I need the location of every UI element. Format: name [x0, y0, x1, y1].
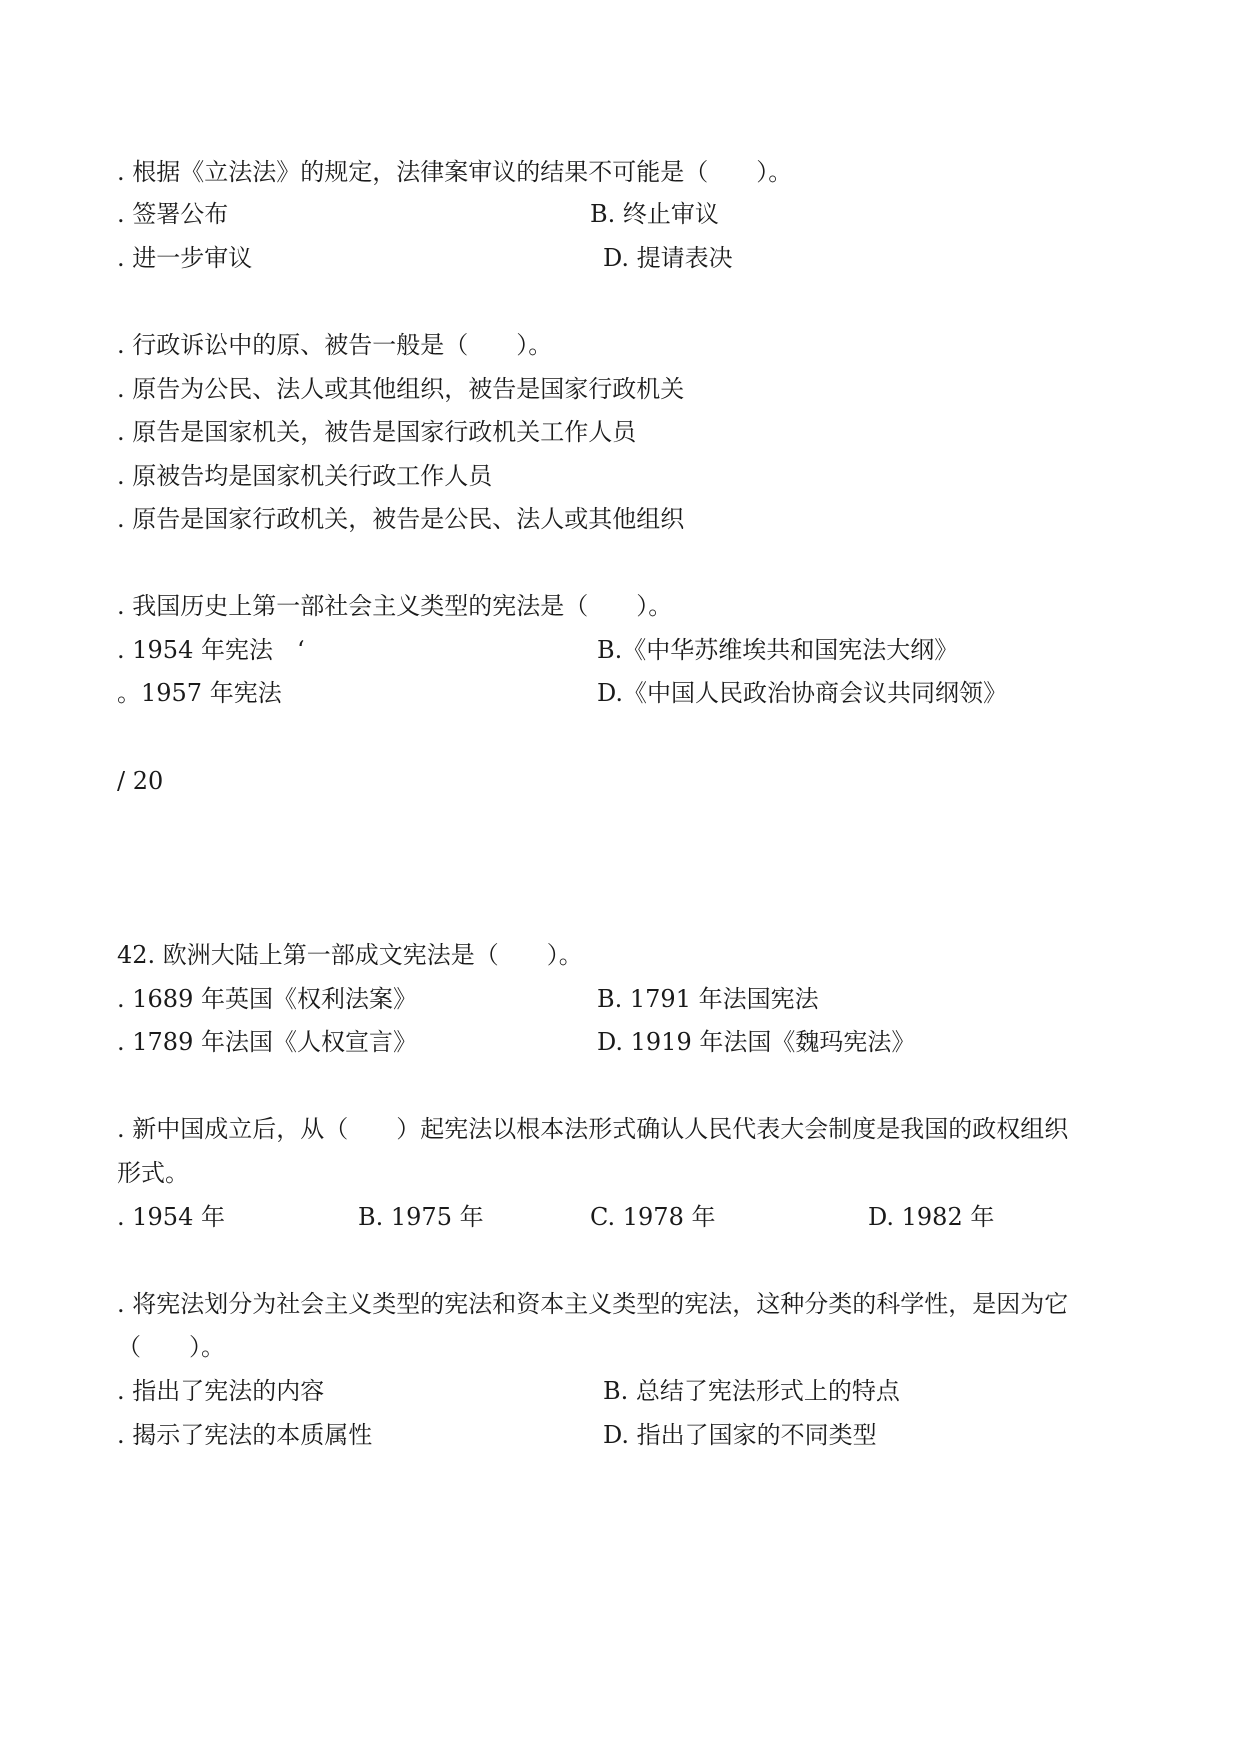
option-a: . 1689 年英国《权利法案》 — [117, 985, 417, 1013]
option-c: . 1789 年法国《人权宣言》 — [117, 1028, 417, 1056]
option-d: D.《中国人民政治协商会议共同纲领》 — [597, 679, 1008, 707]
option-d: D. 提请表决 — [603, 244, 733, 272]
option-d: D. 1982 年 — [868, 1203, 995, 1231]
question-stem: . 行政诉讼中的原、被告一般是（ ）。 — [117, 331, 553, 359]
question-stem: . 我国历史上第一部社会主义类型的宪法是（ ）。 — [117, 592, 673, 620]
option-d: . 原告是国家行政机关，被告是公民、法人或其他组织 — [117, 505, 685, 533]
option-a: . 原告为公民、法人或其他组织，被告是国家行政机关 — [117, 375, 685, 403]
option-c: . 揭示了宪法的本质属性 — [117, 1421, 373, 1449]
option-c: 。1957 年宪法 — [117, 679, 282, 707]
option-b: B.《中华苏维埃共和国宪法大纲》 — [597, 636, 959, 664]
option-a: . 指出了宪法的内容 — [117, 1377, 325, 1405]
question-stem: . 根据《立法法》的规定，法律案审议的结果不可能是（ ）。 — [117, 158, 793, 186]
option-a: . 签署公布 — [117, 200, 229, 228]
option-d: D. 指出了国家的不同类型 — [603, 1421, 877, 1449]
option-c: . 进一步审议 — [117, 244, 253, 272]
option-a: . 1954 年 — [117, 1203, 225, 1231]
option-d: D. 1919 年法国《魏玛宪法》 — [597, 1028, 916, 1056]
option-b: B. 1975 年 — [358, 1203, 484, 1231]
question-stem: . 将宪法划分为社会主义类型的宪法和资本主义类型的宪法，这种分类的科学性，是因为它 — [117, 1290, 1069, 1318]
question-stem: 42. 欧洲大陆上第一部成文宪法是（ ）。 — [117, 941, 583, 969]
option-b: B. 终止审议 — [590, 200, 719, 228]
option-c: C. 1978 年 — [590, 1203, 716, 1231]
question-stem-continued: （ ）。 — [117, 1333, 225, 1361]
option-a: . 1954 年宪法 ‘ — [117, 636, 305, 664]
option-c: . 原被告均是国家机关行政工作人员 — [117, 462, 493, 490]
question-stem-continued: 形式。 — [117, 1159, 189, 1187]
question-stem: . 新中国成立后，从（ ）起宪法以根本法形式确认人民代表大会制度是我国的政权组织 — [117, 1115, 1069, 1143]
option-b: . 原告是国家机关，被告是国家行政机关工作人员 — [117, 418, 637, 446]
page-number: / 20 — [117, 767, 164, 795]
option-b: B. 1791 年法国宪法 — [597, 985, 819, 1013]
option-b: B. 总结了宪法形式上的特点 — [603, 1377, 900, 1405]
